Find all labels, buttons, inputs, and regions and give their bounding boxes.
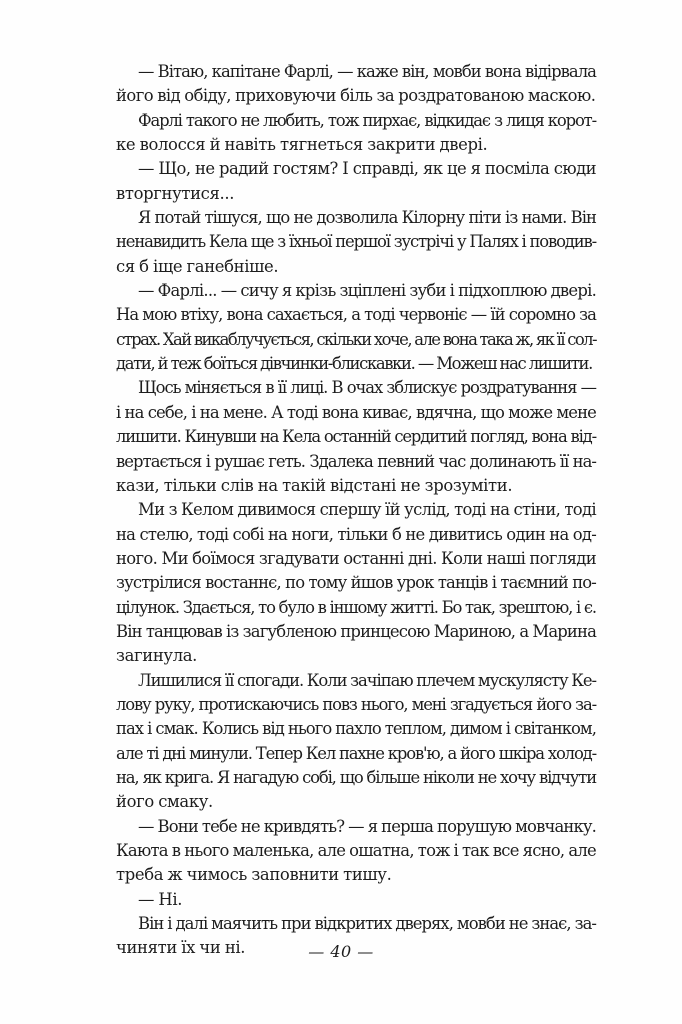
paragraph (116, 498, 596, 668)
text-line: — Ні. (138, 889, 183, 909)
text-line: і на себе, і на мене. А тоді вона киває, вдячна, що може мене (116, 402, 596, 422)
text-line: ненавидить Кела ще з їхньої першої зустрічі у Палях і поводив- (116, 232, 596, 252)
text-line: його від обіду, приховуючи біль за роздратованою маскою. (116, 86, 596, 106)
text-line: — Що, не радий гостям? І справді, як це я посміла сюди (138, 159, 596, 179)
text-line: Фарлі такого не любить, тож пирхає, відкидає з лиця корот- (138, 110, 596, 130)
paragraph (116, 279, 596, 376)
text-line: дати, й теж боїться дівчинки-блискавки. — Можеш нас лишити. (116, 354, 592, 374)
paragraph (116, 815, 596, 888)
text-line: Він і далі маячить при відкритих дверях, мовби не знає, за- (138, 914, 596, 934)
text-line: Щось міняється в її лиці. В очах зблискує роздратування — (138, 378, 596, 398)
text-line: Лишилися її спогади. Коли зачіпаю плечем мускулясту Ке- (138, 670, 596, 690)
paragraph (116, 157, 596, 206)
text-line: — Фарлі... — сичу я крізь зціплені зуби і підхоплюю двері. (138, 281, 597, 301)
text-line: страх. Хай викаблучується, скільки хоче, але вона така ж, як її сол- (116, 329, 596, 349)
text-line: На мою втіху, вона сахається, а тоді червоніє — їй соромно за (116, 305, 596, 325)
page-number: — 40 — (308, 942, 374, 961)
paragraph (116, 669, 596, 815)
text-line: лишити. Кинувши на Кела останній сердитий погляд, вона від- (116, 427, 596, 447)
text-line: загинула. (116, 646, 198, 666)
text-line: пах і смак. Колись від нього пахло теплом, димом і світанком, (116, 719, 596, 739)
paragraph (116, 60, 596, 109)
paragraph (116, 376, 596, 498)
body-text (116, 60, 596, 961)
text-line: його смаку. (116, 792, 213, 812)
text-line: треба ж чимось заповнити тишу. (116, 865, 392, 885)
text-line: вторгнутися... (116, 183, 235, 203)
paragraph (116, 888, 596, 912)
text-line: кази, тільки слів на такій відстані не зрозуміти. (116, 475, 513, 495)
text-line: ке волосся й навіть тягнеться закрити двері. (116, 135, 488, 155)
text-line: лову руку, протискаючись повз нього, мені згадується його за- (116, 694, 596, 714)
text-line: ного. Ми боїмося згадувати останні дні. Коли наші погляди (116, 548, 596, 568)
text-line: зустрілися востаннє, по тому йшов урок танців і таємний по- (116, 573, 596, 593)
text-line: — Вітаю, капітане Фарлі, — каже він, мовби вона відірвала (138, 62, 596, 81)
paragraph (116, 109, 596, 158)
text-line: ся б іще ганебніше. (116, 256, 279, 276)
text-line: на, як крига. Я нагадую собі, що більше ніколи не хочу відчути (116, 767, 596, 787)
text-line: цілунок. Здається, то було в іншому житті. Бо так, зрештою, і є. (116, 597, 596, 617)
text-line: Я потай тішуся, що не дозволила Кілорну піти із нами. Він (138, 208, 596, 228)
text-line: вертається і рушає геть. Здалека певний час долинають її на- (116, 451, 596, 471)
text-line: але ті дні минули. Тепер Кел пахне кров'ю, а його шкіра холод- (116, 743, 596, 763)
text-line: — Вони тебе не кривдять? — я перша порушую мовчанку. (138, 816, 596, 836)
text-line: на стелю, тоді собі на ноги, тільки б не дивитись один на од- (116, 524, 596, 544)
text-line: Ми з Келом дивимося спершу їй услід, тоді на стіни, тоді (138, 500, 596, 520)
text-line: чиняти їх чи ні. (116, 938, 246, 958)
text-line: Він танцював із загубленою принцесою Мариною, а Марина (116, 621, 596, 641)
text-line: Каюта в нього маленька, але ошатна, тож і так все ясно, але (116, 841, 596, 860)
paragraph (116, 206, 596, 279)
